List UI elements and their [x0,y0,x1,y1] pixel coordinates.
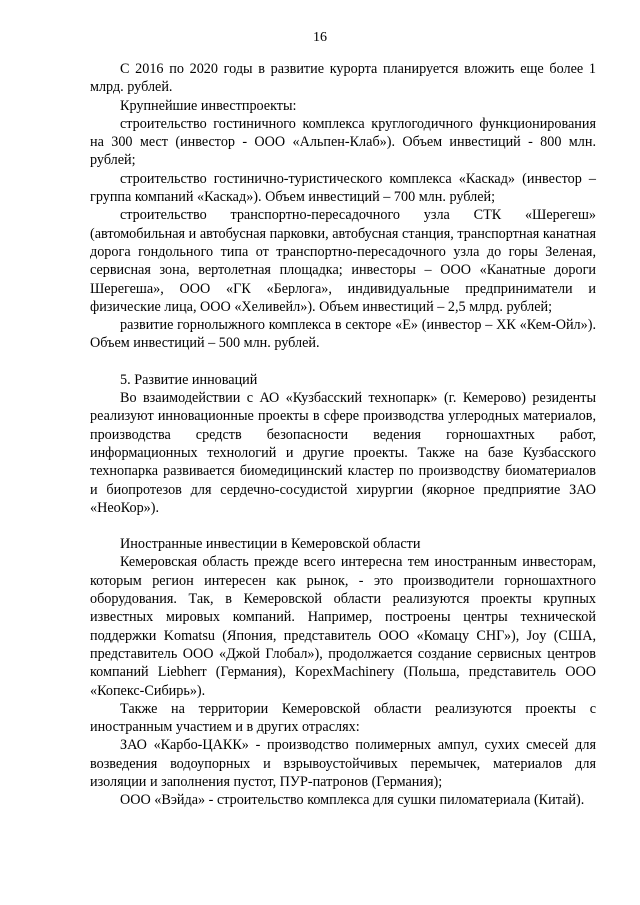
paragraph-kaskad-complex: строительство гостинично-туристического комплекса «Каскад» (инвестор – группа компаний «Каскад»). Объем инвестиций – 700 млн. рублей; [90,170,596,206]
paragraph-foreign-investors: Кемеровская область прежде всего интересна тем иностранным инвесторам, которым регион интересен как рынок, - это производители горношахтного оборудования. Так, в Кемеровской области реализуются проекты крупных известных мировых компаний. Например, построены центры технической поддержки Komatsu (Япония, представитель ООО «Комацу СНГ»), Joy (США, представитель ООО «Джой Глобал»), продолжается создание сервисных центров компаний Liebherr (Германия), KopexMachinery (Польша, представитель ООО «Копекс-Сибирь»). [90,554,596,699]
page-number: 16 [313,30,327,45]
page-body [90,60,596,810]
paragraph-resort-funding: С 2016 по 2020 годы в развитие курорта планируется вложить еще более 1 млрд. рублей. [90,61,596,96]
paragraph-transport-hub: строительство транспортно-пересадочного узла СТК «Шерегеш» (автомобильная и автобусная парковки, автобусная станция, транспортная канатная дорога гондольного типа от транспортно-пересадочного узла до горы Зеленая, сервисная зона, вертолетная площадка; инвесторы – ООО «Канатные дороги Шерегеша», ООО «ГК «Берлога», индивидуальные предприниматели и физические лица, ООО «Хеливейл»). Объем инвестиций – 2,5 млрд. рублей; [90,207,596,315]
paragraph-karbo-cakk: ЗАО «Карбо-ЦАКК» - производство полимерных ампул, сухих смесей для возведения водоупорных и взрывоустойчивых перемычек, материалов для изоляции и заполнения пустот, ПУР-патронов (Германия); [90,737,596,790]
section-heading-foreign-investment: Иностранные инвестиции в Кемеровской области [120,536,421,553]
paragraph-technopark: Во взаимодействии с АО «Кузбасский технопарк» (г. Кемерово) резиденты реализуют инновационные проекты в сфере производства углеродных материалов, производства средств безопасности ведения горношахтных работ, информационных технологий и другие проекты. Также на базе Кузбасского технопарка развивается биомедицинский кластер по производству биоматериалов и биопротезов для сердечно-сосудистой хирургии (якорное предприятие ЗАО «НеоКор»). [90,390,596,516]
paragraph-other-industries: Также на территории Кемеровской области реализуются проекты с иностранным участием и в других отраслях: [90,700,596,736]
section-heading-innovation: 5. Развитие инноваций [120,371,258,388]
paragraph-hotel-alpen-club: строительство гостиничного комплекса круглогодичного функционирования на 300 мест (инвестор - ООО «Альпен-Клаб»). Объем инвестиций - 800 млн. рублей; [90,115,596,169]
paragraph-ski-sector-e: развитие горнолыжного комплекса в секторе «Е» (инвестор – ХК «Кем-Ойл»). Объем инвестиций – 500 млн. рублей. [90,317,596,352]
paragraph-veida: ООО «Вэйда» - строительство комплекса для сушки пиломатериала (Китай). [120,792,585,809]
paragraph-major-projects-heading: Крупнейшие инвестпроекты: [120,97,297,114]
